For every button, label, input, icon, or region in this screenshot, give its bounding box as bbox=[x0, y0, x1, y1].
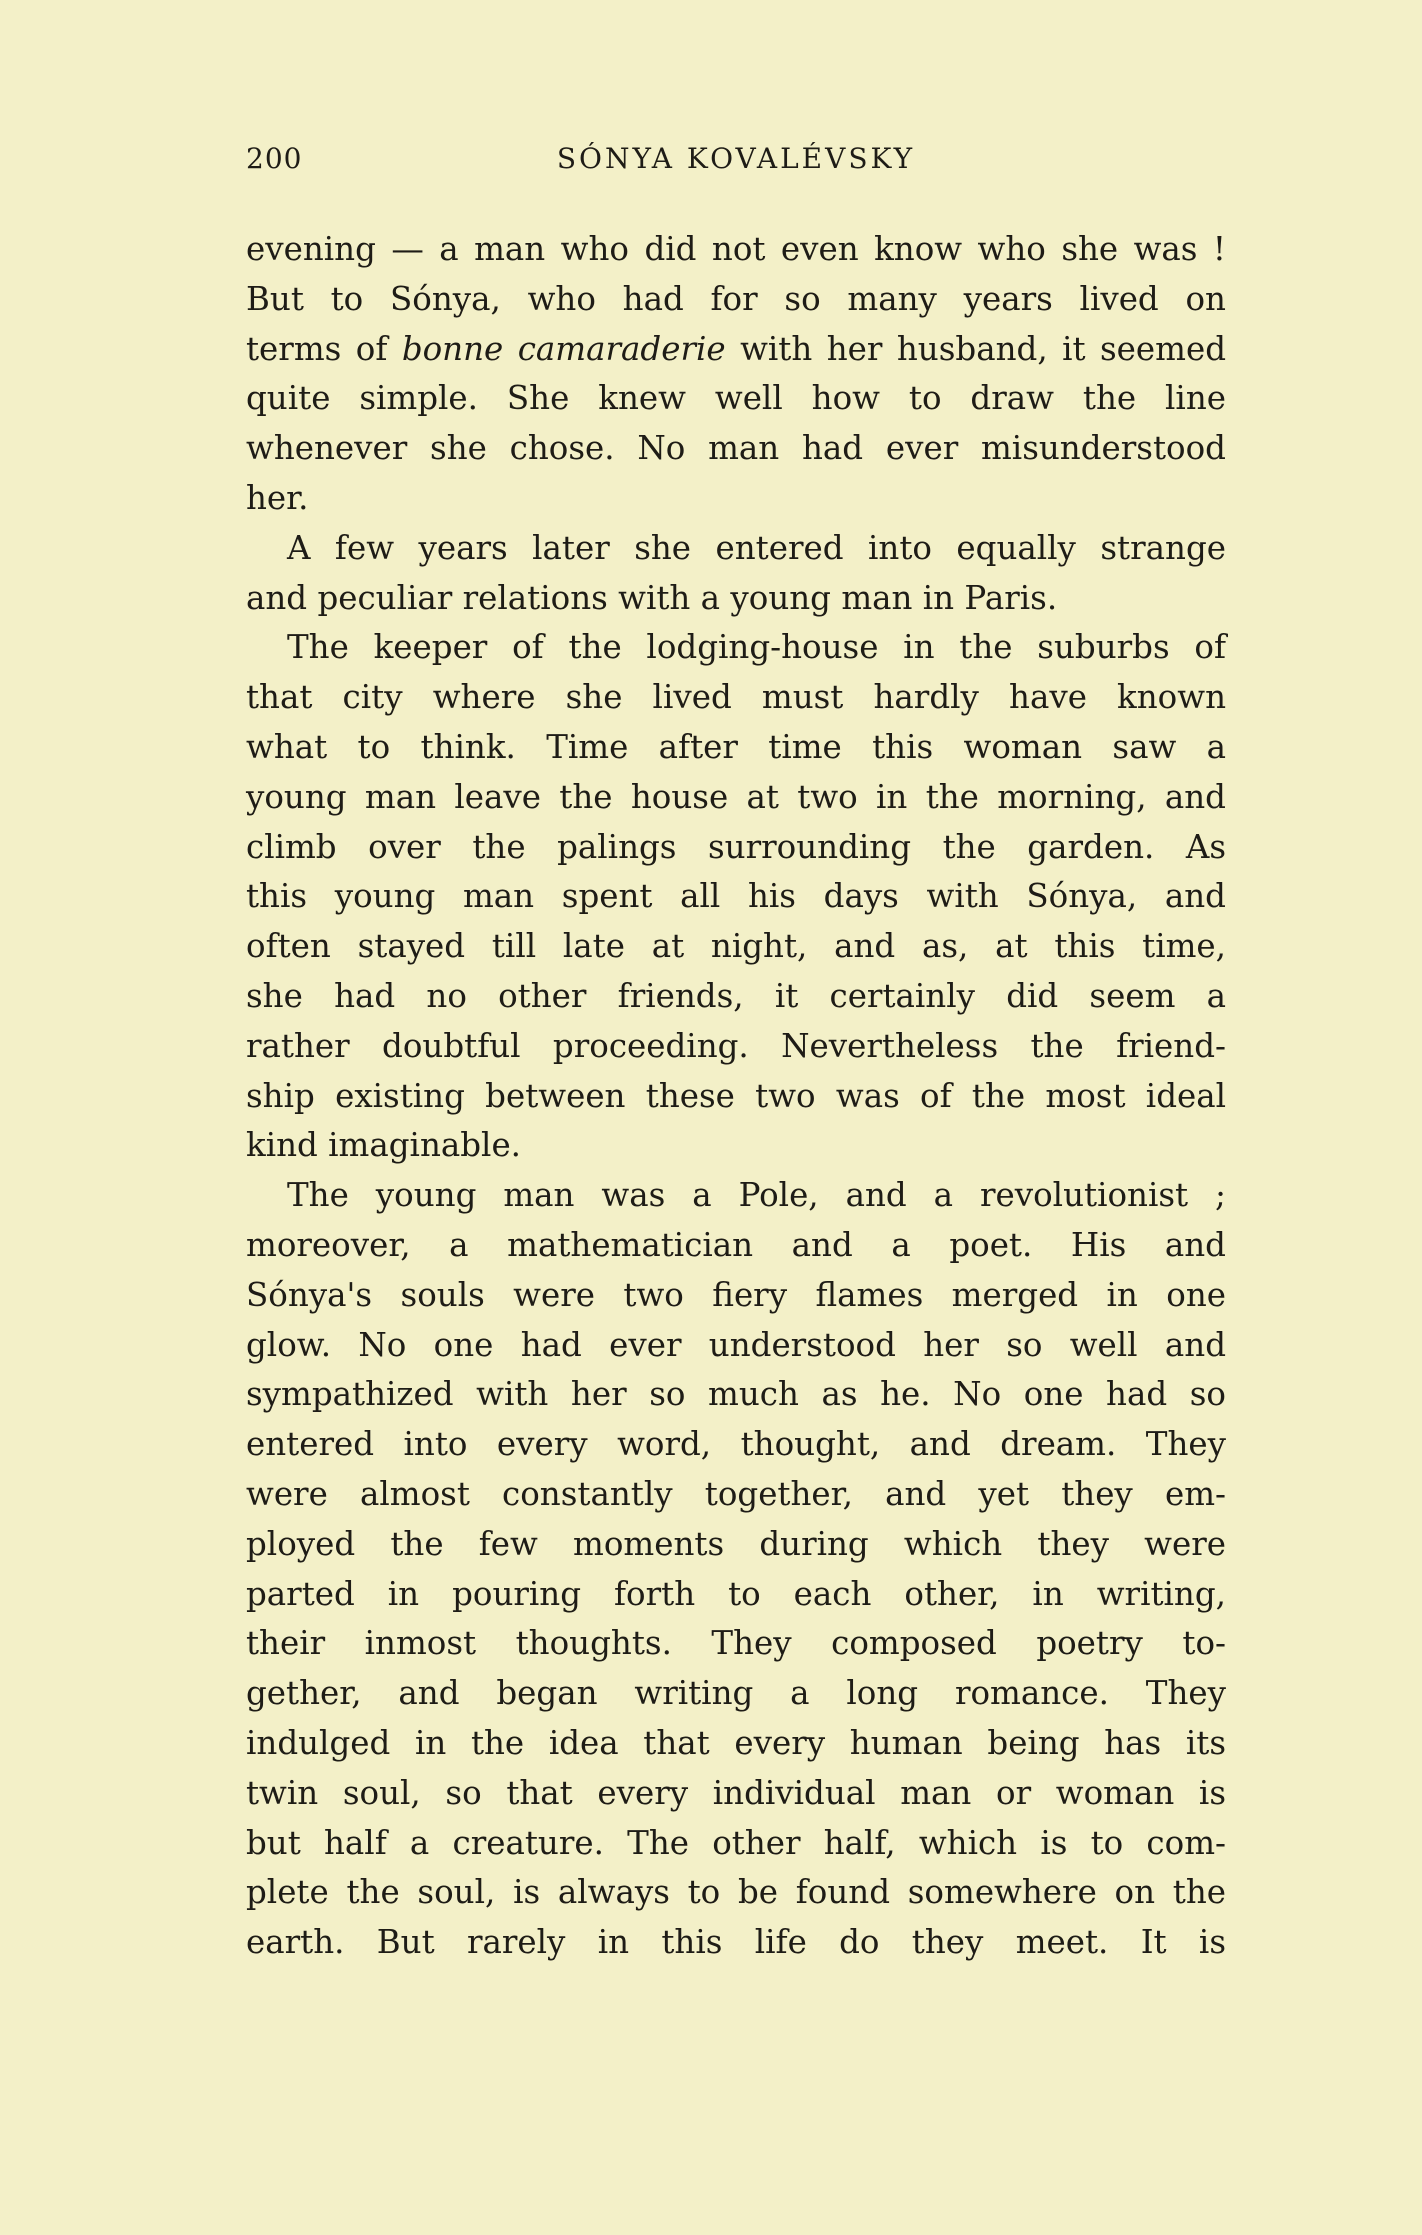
text-line: plete the soul, is always to be found somewhere on the bbox=[246, 1873, 1226, 1912]
running-title: SÓNYA KOVALÉVSKY bbox=[556, 142, 916, 175]
text-line: glow. No one had ever understood her so well and bbox=[246, 1325, 1226, 1364]
text-line: rather doubtful proceeding. Nevertheless the friend- bbox=[246, 1026, 1226, 1065]
text-line: But to Sónya, who had for so many years lived on bbox=[246, 279, 1226, 318]
text-line: their inmost thoughts. They composed poetry to- bbox=[246, 1624, 1226, 1663]
text-line: sympathized with her so much as he. No one had so bbox=[246, 1375, 1226, 1414]
text-line: often stayed till late at night, and as, at this time, bbox=[246, 927, 1226, 966]
text-line: entered into every word, thought, and dream. They bbox=[246, 1425, 1226, 1464]
text-line: but half a creature. The other half, which is to com- bbox=[246, 1823, 1226, 1862]
text-line: The keeper of the lodging-house in the suburbs of bbox=[287, 628, 1226, 667]
page-number: 200 bbox=[246, 142, 303, 175]
text-line: ship existing between these two was of the most ideal bbox=[246, 1076, 1226, 1115]
text-line: parted in pouring forth to each other, in writing, bbox=[246, 1574, 1226, 1613]
text-line: twin soul, so that every individual man or woman is bbox=[246, 1773, 1226, 1812]
text-line: The young man was a Pole, and a revolutionist ; bbox=[287, 1176, 1226, 1215]
text-line: kind imaginable. bbox=[246, 1126, 522, 1165]
text-line: she had no other friends, it certainly did seem a bbox=[246, 976, 1226, 1015]
text-line: ployed the few moments during which they were bbox=[246, 1524, 1226, 1563]
text-line: were almost constantly together, and yet they em- bbox=[246, 1474, 1226, 1513]
text-line: that city where she lived must hardly have known bbox=[246, 678, 1226, 717]
running-head bbox=[246, 142, 1226, 182]
text-line: and peculiar relations with a young man in Paris. bbox=[246, 578, 1058, 617]
text-line: gether, and began writing a long romance. They bbox=[246, 1674, 1226, 1713]
text-line: young man leave the house at two in the morning, and bbox=[246, 777, 1226, 816]
text-line: climb over the palings surrounding the garden. As bbox=[246, 827, 1226, 866]
text-line: quite simple. She knew well how to draw the line bbox=[246, 379, 1226, 418]
body-text bbox=[246, 225, 1226, 1968]
text-line: indulged in the idea that every human being has its bbox=[246, 1723, 1226, 1762]
text-line: moreover, a mathematician and a poet. His and bbox=[246, 1225, 1226, 1264]
text-line: this young man spent all his days with Sónya, and bbox=[246, 877, 1226, 916]
text-line: whenever she chose. No man had ever misunderstood bbox=[246, 429, 1226, 468]
text-line: A few years later she entered into equally strange bbox=[287, 528, 1226, 567]
text-line: earth. But rarely in this life do they meet. It is bbox=[246, 1923, 1226, 1962]
text-line: her. bbox=[246, 478, 309, 517]
text-line: terms of bonne camaraderie with her husband, it seemed bbox=[246, 329, 1226, 368]
text-line: evening — a man who did not even know who she was ! bbox=[246, 230, 1226, 268]
italic-phrase: bonne camaraderie bbox=[401, 329, 726, 368]
text-line: what to think. Time after time this woman saw a bbox=[246, 727, 1226, 766]
text-line: Sónya's souls were two fiery flames merged in one bbox=[246, 1275, 1226, 1314]
